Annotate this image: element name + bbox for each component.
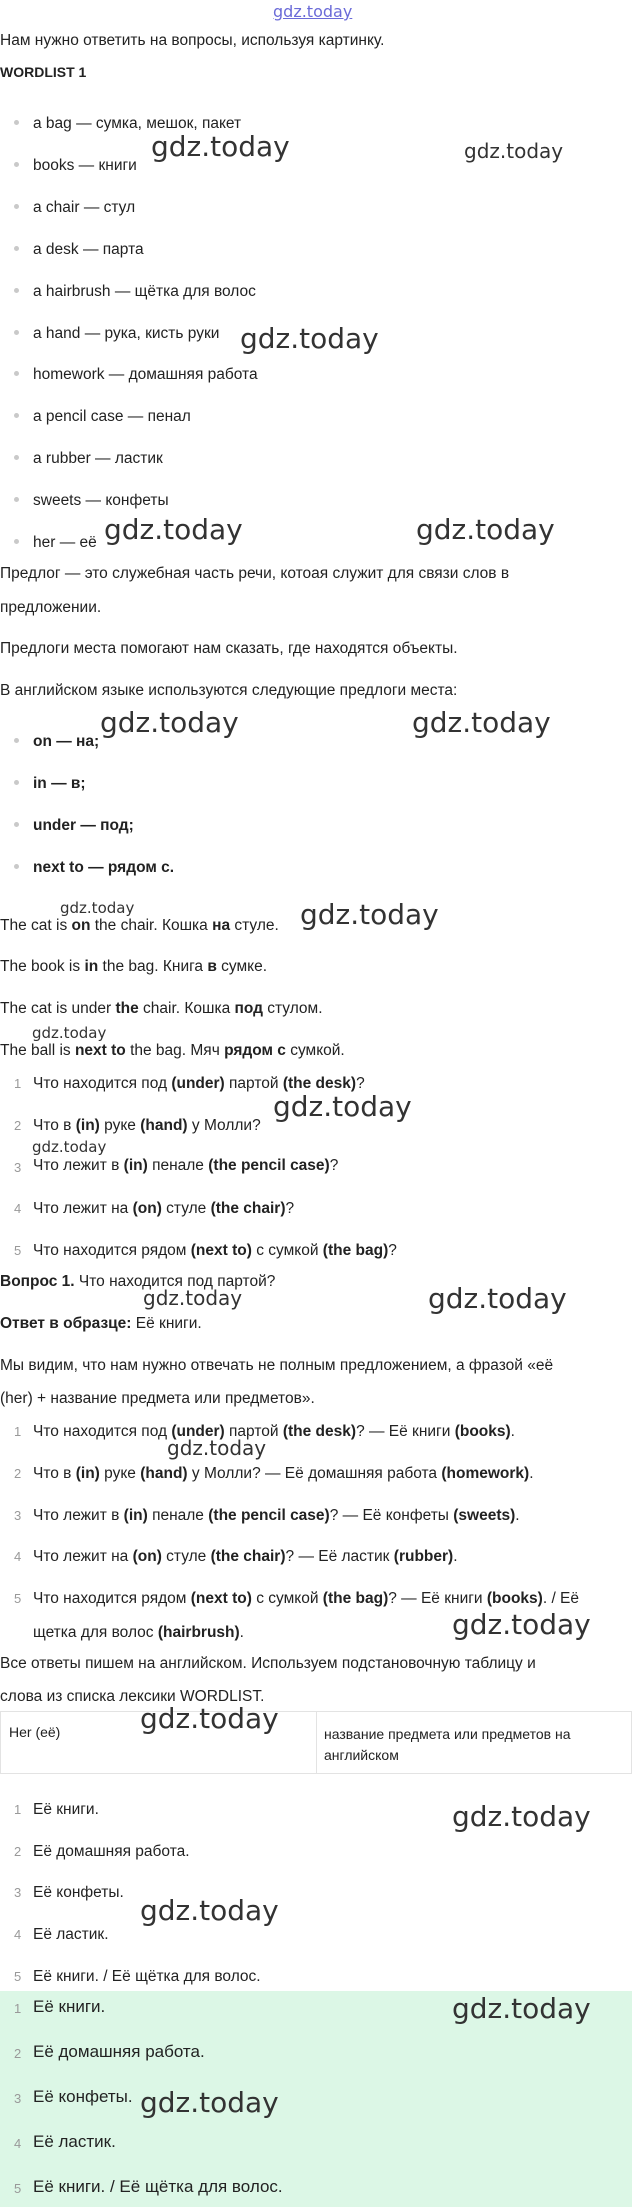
watermark: gdz.today <box>412 706 551 739</box>
wordlist-item: a hand — рука, кисть руки <box>14 323 219 345</box>
short-answer-text: Её конфеты. <box>33 1884 124 1901</box>
preposition-item: in — в; <box>14 773 86 795</box>
final-answer-text: Её ластик. <box>33 2132 116 2151</box>
intro-text: Нам нужно ответить на вопросы, используя картинку. <box>0 32 385 49</box>
final-answer-text: Её домашняя работа. <box>33 2042 205 2061</box>
short-answer-number: 5 <box>14 1969 22 1984</box>
preposition-item: next to — рядом с. <box>14 857 174 879</box>
watermark: gdz.today <box>32 1138 107 1156</box>
wordlist-item: a pencil case — пенал <box>14 406 191 428</box>
watermark: gdz.today <box>140 1894 279 1927</box>
watermark: gdz.today <box>452 1608 591 1641</box>
watermark: gdz.today <box>428 1282 567 1315</box>
wordlist-item: a rubber — ластик <box>14 448 163 470</box>
question-text: Что лежит в (in) пенале (the pencil case)? <box>33 1157 339 1174</box>
explanation-cont: (her) + название предмета или предметов». <box>0 1390 315 1407</box>
watermark: gdz.today <box>32 1024 107 1042</box>
question-number: 1 <box>14 1076 22 1091</box>
bullet-icon <box>14 539 19 544</box>
preposition-item: on — на; <box>14 731 99 753</box>
final-answer-text: Её конфеты. <box>33 2087 133 2106</box>
table-cell: Her (её) <box>1 1712 317 1773</box>
bullet-icon <box>14 371 19 376</box>
preposition-list-intro: В английском языке используются следующие предлоги места: <box>0 682 458 699</box>
bullet-icon <box>14 204 19 209</box>
short-answer-text: Её домашняя работа. <box>33 1843 190 1860</box>
wordlist-item: her — её <box>14 532 97 554</box>
bullet-icon <box>14 120 19 125</box>
bullet-icon <box>14 864 19 869</box>
preposition-definition-cont: предложении. <box>0 599 102 616</box>
bullet-icon <box>14 162 19 167</box>
answer-number: 3 <box>14 1508 22 1523</box>
site-logo-link[interactable]: gdz.today <box>273 2 353 21</box>
short-answer-number: 2 <box>14 1844 22 1859</box>
sample-answer: Ответ в образце: Её книги. <box>0 1315 202 1332</box>
question-1-heading: Вопрос 1. Что находится под партой? <box>0 1273 276 1290</box>
question-text: Что находится под (under) партой (the desk)? <box>33 1075 365 1092</box>
watermark: gdz.today <box>104 513 243 546</box>
answer-number: 2 <box>14 1466 22 1481</box>
bullet-icon <box>14 246 19 251</box>
bullet-icon <box>14 288 19 293</box>
bullet-icon <box>14 497 19 502</box>
final-note-cont: слова из списка лексики WORDLIST. <box>0 1688 265 1705</box>
question-text: Что в (in) руке (hand) у Молли? <box>33 1117 261 1134</box>
final-answer-number: 1 <box>14 2001 22 2016</box>
bullet-icon <box>14 780 19 785</box>
answer-text: Что лежит на (on) стуле (the chair)? — Её ластик (rubber). <box>33 1548 458 1565</box>
wordlist-item: a hairbrush — щётка для волос <box>14 281 256 303</box>
watermark: gdz.today <box>140 1702 279 1735</box>
short-answer-text: Её ластик. <box>33 1926 109 1943</box>
answer-text: Что находится рядом (next to) с сумкой (the bag)? — Её книги (books). / Её <box>33 1590 580 1607</box>
watermark: gdz.today <box>151 130 290 163</box>
final-note: Все ответы пишем на английском. Используем подстановочную таблицу и <box>0 1655 536 1672</box>
example-sentence: The cat is under the chair. Кошка под стулом. <box>0 1000 323 1017</box>
answer-number: 4 <box>14 1549 22 1564</box>
watermark: gdz.today <box>167 1436 267 1460</box>
short-answer-number: 1 <box>14 1802 22 1817</box>
wordlist-item: sweets — конфеты <box>14 490 169 512</box>
watermark: gdz.today <box>300 898 439 931</box>
preposition-definition: Предлог — это служебная часть речи, котоая служит для связи слов в <box>0 565 510 582</box>
final-answer-text: Её книги. / Её щётка для волос. <box>33 2177 283 2196</box>
example-sentence: The cat is on the chair. Кошка на стуле. <box>0 917 279 934</box>
wordlist-title: WORDLIST 1 <box>0 64 87 80</box>
preposition-item: under — под; <box>14 815 134 837</box>
final-answer-text: Её книги. <box>33 1997 106 2016</box>
answer-text: Что лежит в (in) пенале (the pencil case)? — Её конфеты (sweets). <box>33 1507 520 1524</box>
bullet-icon <box>14 822 19 827</box>
question-number: 3 <box>14 1160 22 1175</box>
short-answer-number: 4 <box>14 1927 22 1942</box>
watermark: gdz.today <box>273 1090 412 1123</box>
final-answer-number: 2 <box>14 2046 22 2061</box>
question-text: Что находится рядом (next to) с сумкой (the bag)? <box>33 1242 397 1259</box>
wordlist-item: a bag — сумка, мешок, пакет <box>14 113 241 135</box>
watermark: gdz.today <box>143 1286 243 1310</box>
answer-text: Что находится под (under) партой (the desk)? — Её книги (books). <box>33 1423 515 1440</box>
answer-text-cont: щетка для волос (hairbrush). <box>33 1624 244 1641</box>
example-sentence: The book is in the bag. Книга в сумке. <box>0 958 268 975</box>
watermark: gdz.today <box>60 899 135 917</box>
wordlist-item: a chair — стул <box>14 197 135 219</box>
final-answer-number: 3 <box>14 2091 22 2106</box>
wordlist-item: a desk — парта <box>14 239 144 261</box>
answer-number: 1 <box>14 1424 22 1439</box>
short-answer-text: Её книги. <box>33 1801 99 1818</box>
watermark: gdz.today <box>100 706 239 739</box>
short-answer-number: 3 <box>14 1885 22 1900</box>
short-answer-text: Её книги. / Её щётка для волос. <box>33 1968 261 1985</box>
watermark: gdz.today <box>452 1800 591 1833</box>
bullet-icon <box>14 738 19 743</box>
answer-number: 5 <box>14 1591 22 1606</box>
example-sentence: The ball is next to the bag. Мяч рядом с сумкой. <box>0 1042 345 1059</box>
question-number: 5 <box>14 1243 22 1258</box>
watermark: gdz.today <box>464 139 564 163</box>
bullet-icon <box>14 413 19 418</box>
explanation: Мы видим, что нам нужно отвечать не полным предложением, а фразой «её <box>0 1357 554 1374</box>
wordlist-item: books — книги <box>14 155 137 177</box>
wordlist-item: homework — домашняя работа <box>14 364 258 386</box>
bullet-icon <box>14 455 19 460</box>
preposition-purpose: Предлоги места помогают нам сказать, где находятся объекты. <box>0 640 458 657</box>
watermark: gdz.today <box>416 513 555 546</box>
question-text: Что лежит на (on) стуле (the chair)? <box>33 1200 295 1217</box>
final-answer-number: 5 <box>14 2181 22 2196</box>
final-answer-number: 4 <box>14 2136 22 2151</box>
watermark: gdz.today <box>240 322 379 355</box>
answer-text: Что в (in) руке (hand) у Молли? — Её домашняя работа (homework). <box>33 1465 534 1482</box>
question-number: 2 <box>14 1118 22 1133</box>
question-number: 4 <box>14 1201 22 1216</box>
bullet-icon <box>14 330 19 335</box>
watermark: gdz.today <box>452 1992 591 2025</box>
substitution-table: Her (её) название предмета или предметов на английском <box>0 1711 632 1774</box>
watermark: gdz.today <box>140 2086 279 2119</box>
